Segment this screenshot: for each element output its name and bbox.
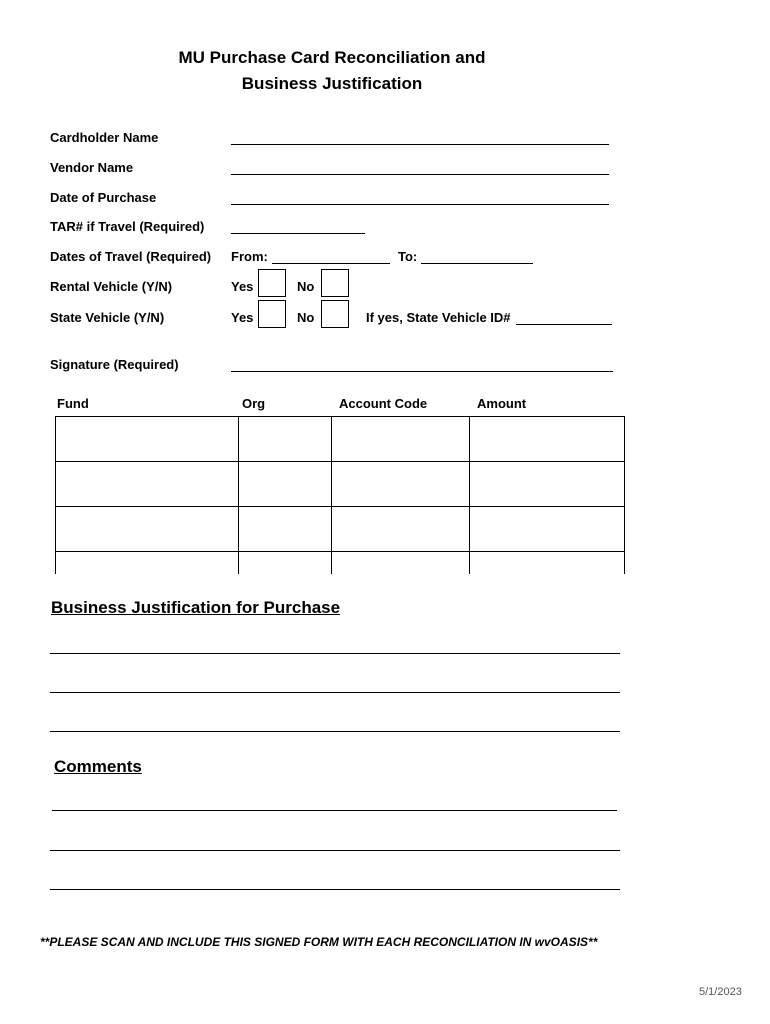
org-cell[interactable] — [238, 507, 331, 552]
state-vehicle-id-label: If yes, State Vehicle ID# — [366, 310, 511, 325]
cardholder-name-field[interactable] — [231, 144, 609, 145]
org-cell[interactable] — [238, 462, 331, 507]
amount-cell[interactable] — [470, 552, 625, 575]
state-no-checkbox[interactable] — [321, 300, 349, 328]
rental-yes-label: Yes — [231, 279, 254, 294]
travel-to-label: To: — [398, 249, 418, 264]
rental-no-checkbox[interactable] — [321, 269, 349, 297]
signature-label: Signature (Required) — [50, 357, 179, 372]
amount-header: Amount — [477, 396, 527, 411]
rental-vehicle-label: Rental Vehicle (Y/N) — [50, 279, 173, 294]
org-cell[interactable] — [238, 552, 331, 575]
business-justification-heading: Business Justification for Purchase — [51, 598, 341, 617]
fund-cell[interactable] — [56, 417, 239, 462]
justification-line[interactable] — [50, 731, 620, 732]
table-row — [56, 462, 625, 507]
date-of-purchase-field[interactable] — [231, 204, 609, 205]
org-cell[interactable] — [238, 417, 331, 462]
tar-label: TAR# if Travel (Required) — [50, 219, 205, 234]
state-no-label: No — [297, 310, 315, 325]
account-table — [55, 416, 625, 574]
org-header: Org — [242, 396, 266, 411]
table-row — [56, 552, 625, 575]
state-vehicle-id-field[interactable] — [516, 324, 612, 325]
justification-line[interactable] — [50, 692, 620, 693]
comments-heading: Comments — [54, 757, 142, 776]
account-code-cell[interactable] — [331, 507, 470, 552]
amount-cell[interactable] — [470, 417, 625, 462]
form-title-line-1: MU Purchase Card Reconciliation and — [178, 48, 486, 67]
travel-from-field[interactable] — [272, 263, 390, 264]
table-row — [56, 417, 625, 462]
comments-line[interactable] — [52, 810, 617, 811]
account-code-cell[interactable] — [331, 552, 470, 575]
date-of-purchase-label: Date of Purchase — [50, 190, 157, 205]
fund-cell[interactable] — [56, 552, 239, 575]
justification-line[interactable] — [50, 653, 620, 654]
vendor-name-field[interactable] — [231, 174, 609, 175]
rental-no-label: No — [297, 279, 315, 294]
signature-field[interactable] — [231, 371, 613, 372]
state-vehicle-label: State Vehicle (Y/N) — [50, 310, 165, 325]
rental-yes-checkbox[interactable] — [258, 269, 286, 297]
fund-cell[interactable] — [56, 507, 239, 552]
table-row — [56, 507, 625, 552]
amount-cell[interactable] — [470, 507, 625, 552]
form-title-line-2: Business Justification — [241, 74, 423, 93]
fund-cell[interactable] — [56, 462, 239, 507]
comments-line[interactable] — [50, 889, 620, 890]
travel-to-field[interactable] — [421, 263, 533, 264]
account-code-cell[interactable] — [331, 462, 470, 507]
amount-cell[interactable] — [470, 462, 625, 507]
revision-date: 5/1/2023 — [699, 986, 742, 998]
vendor-name-label: Vendor Name — [50, 160, 134, 175]
account-code-cell[interactable] — [331, 417, 470, 462]
tar-field[interactable] — [231, 233, 365, 234]
travel-from-label: From: — [231, 249, 268, 264]
state-yes-label: Yes — [231, 310, 254, 325]
dates-of-travel-label: Dates of Travel (Required) — [50, 249, 212, 264]
account-code-header: Account Code — [339, 396, 428, 411]
state-yes-checkbox[interactable] — [258, 300, 286, 328]
cardholder-name-label: Cardholder Name — [50, 130, 159, 145]
comments-line[interactable] — [50, 850, 620, 851]
fund-header: Fund — [57, 396, 89, 411]
scan-notice: **PLEASE SCAN AND INCLUDE THIS SIGNED FORM WITH EACH RECONCILIATION IN wvOASIS** — [40, 935, 598, 949]
